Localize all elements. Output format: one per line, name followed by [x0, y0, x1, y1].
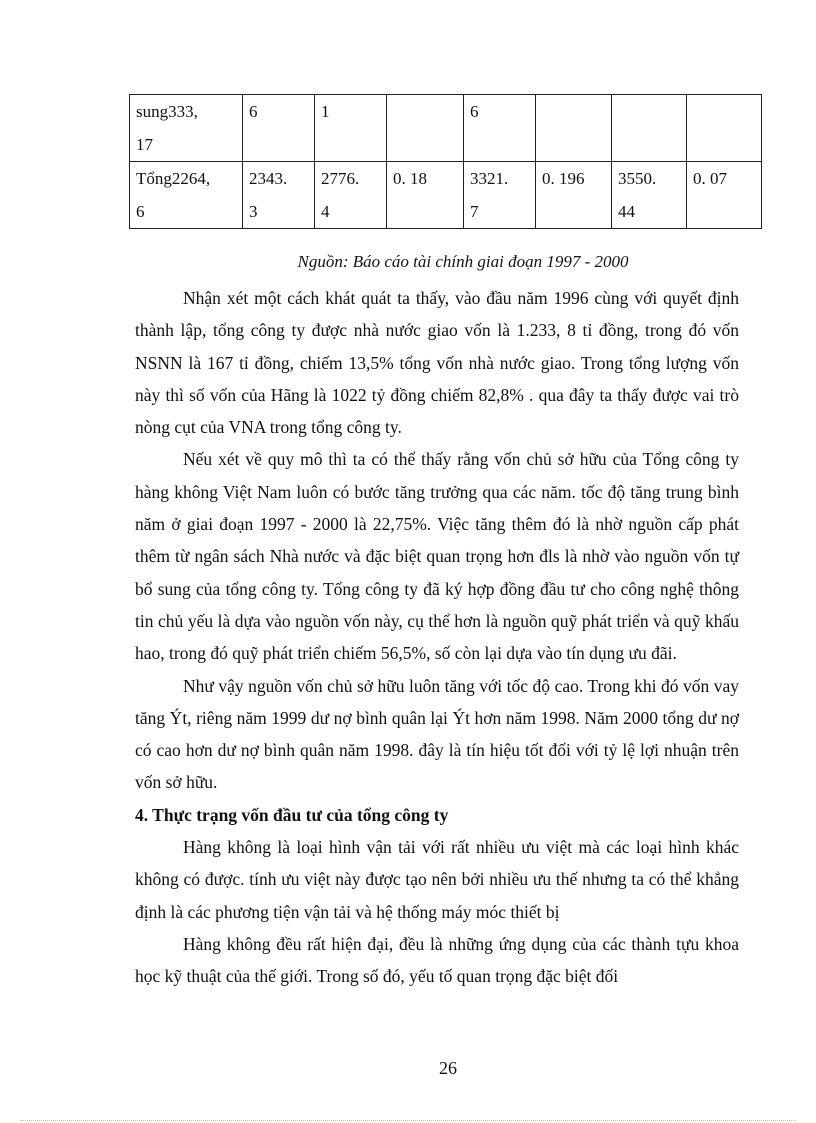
table-cell: 2343. 3 [243, 162, 315, 229]
paragraph: Hàng không đều rất hiện đại, đều là những ứng dụng của các thành tựu khoa học kỹ thuật của thế giới. Trong số đó, yếu tố quan trọng đặc biệt đối [135, 933, 739, 987]
table-cell: 0. 18 [387, 162, 464, 229]
capital-table [129, 94, 762, 229]
table-row [130, 95, 762, 162]
table-cell: sung333, 17 [130, 95, 243, 162]
table-cell [536, 95, 612, 162]
table-cell: 0. 196 [536, 162, 612, 229]
section-heading: 4. Thực trạng vốn đầu tư của tổng công ty [135, 804, 449, 825]
table-cell: 6 [464, 95, 536, 162]
table-cell: 6 [243, 95, 315, 162]
table-source-note: Nguồn: Báo cáo tài chính giai đoạn 1997 - 2000 [297, 252, 629, 271]
table-cell: 3321. 7 [464, 162, 536, 229]
table-cell: Tổng2264, 6 [130, 162, 243, 229]
body-text [135, 282, 739, 993]
footer-divider [20, 1120, 796, 1121]
table-cell: 0. 07 [687, 162, 762, 229]
paragraph: Hàng không là loại hình vận tải với rất nhiều ưu việt mà các loại hình khác không có được. tính ưu việt này được tạo nên bởi nhiều ưu thế nhưng ta có thể khẳng định là các phương tiện vận tải và hệ thống máy móc thiết bị [135, 837, 739, 922]
paragraph: Nếu xét về quy mô thì ta có thể thấy rằng vốn chủ sở hữu của Tổng công ty hàng không Việt Nam luôn có bước tăng trưởng qua các năm. tốc độ tăng trung bình năm ở giai đoạn 1997 - 2000 là 22,75%. Việc tăng thêm đó là nhờ nguồn cấp phát thêm từ ngân sách Nhà nước và đặc biệt quan trọng hơn đls là nhờ vào nguồn vốn tự bổ sung của tổng công ty. Tổng công ty đã ký hợp đồng đầu tư cho công nghệ thông tin chủ yếu là dựa vào nguồn vốn này, cụ thể hơn là nguồn quỹ phát triển và quỹ khấu hao, trong đó quỹ phát triển chiếm 56,5%, số còn lại dựa vào tín dụng ưu đãi. [135, 449, 739, 664]
table-cell: 1 [315, 95, 387, 162]
table-cell [612, 95, 687, 162]
paragraph: Như vậy nguồn vốn chủ sở hữu luôn tăng với tốc độ cao. Trong khi đó vốn vay tăng Ýt, riêng năm 1999 dư nợ bình quân lại Ýt hơn năm 1998. Năm 2000 tổng dư nợ có cao hơn dư nợ bình quân năm 1998. đây là tín hiệu tốt đối với tỷ lệ lợi nhuận trên vốn sở hữu. [135, 675, 739, 793]
table-row [130, 162, 762, 229]
page-number: 26 [439, 1058, 457, 1078]
table-cell [387, 95, 464, 162]
table-cell [687, 95, 762, 162]
table-cell: 3550. 44 [612, 162, 687, 229]
paragraph: Nhận xét một cách khát quát ta thấy, vào đầu năm 1996 cùng với quyết định thành lập, tổng công ty được nhà nước giao vốn là 1.233, 8 tỉ đồng, trong đó vốn NSNN là 167 tỉ đồng, chiếm 13,5% tổng vốn nhà nước giao. Trong tổng lượng vốn này thì số vốn của Hãng là 1022 tỷ đồng chiếm 82,8% . qua đây ta thấy được vai trò nòng cụt của VNA trong tổng công ty. [135, 288, 739, 438]
table-cell: 2776. 4 [315, 162, 387, 229]
